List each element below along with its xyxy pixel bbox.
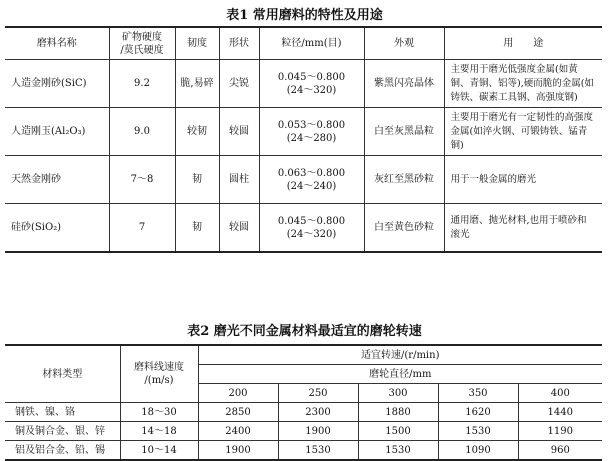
- material-name: 铜及铜合金、银、锌: [5, 422, 120, 441]
- abrasive-name: 人造金刚砂(SiC): [5, 60, 109, 108]
- rpm-value: 1880: [358, 403, 438, 422]
- abrasive-hardness: 7: [109, 204, 175, 253]
- abrasive-hardness: 9.2: [109, 60, 175, 108]
- abrasive-use: 用于一般金属的磨光: [444, 156, 602, 204]
- rpm-value: 1090: [438, 441, 518, 461]
- abrasive-hardness: 7～8: [109, 156, 175, 204]
- table1-header-row: [5, 27, 602, 60]
- abrasives-table: [5, 26, 602, 253]
- abrasive-appearance: 白至黄色砂粒: [364, 204, 444, 253]
- header-grain: 粒径/mm(目): [259, 27, 364, 60]
- abrasive-use: 主要用于磨光低强度金属(如黄铜、青铜、铝等),硬而脆的金属(如铸铁、碳素工具钢、高强度钢): [444, 60, 602, 108]
- header-appearance: 外观: [364, 27, 444, 60]
- header-material: 材料类型: [5, 345, 120, 403]
- table1-title: 表1 常用磨料的特性及用途: [226, 8, 383, 23]
- rpm-value: 960: [518, 441, 602, 461]
- material-name: 钢铁、镍、铬: [5, 403, 120, 422]
- header-use: 用 途: [444, 27, 602, 60]
- diameter-value: 350: [438, 384, 518, 403]
- table2-title: 表2 磨光不同金属材料最适宜的磨轮转速: [187, 324, 422, 339]
- table-row: [5, 60, 602, 108]
- rpm-value: 1440: [518, 403, 602, 422]
- abrasive-use: 主要用于磨光有一定韧性的高强度金属(如淬火钢、可锻铸铁、锰青铜): [444, 108, 602, 156]
- grain-mesh: (24～320): [286, 84, 337, 96]
- rpm-value: 2300: [278, 403, 358, 422]
- abrasive-appearance: 紫黑闪亮晶体: [364, 60, 444, 108]
- rpm-value: 2400: [198, 422, 278, 441]
- rpm-value: 1500: [358, 422, 438, 441]
- rpm-value: 1620: [438, 403, 518, 422]
- diameter-value: 400: [518, 384, 602, 403]
- header-toughness: 韧度: [175, 27, 219, 60]
- table-row: [5, 156, 602, 204]
- abrasive-hardness: 9.0: [109, 108, 175, 156]
- abrasive-appearance: 灰红至黑砂粒: [364, 156, 444, 204]
- line-speed: 18～30: [120, 403, 198, 422]
- grain-mesh: (24～320): [286, 228, 337, 240]
- abrasive-shape: 较圆: [219, 108, 259, 156]
- header-hardness-line2: /莫氏硬度: [120, 44, 164, 56]
- header-hardness: [109, 27, 175, 60]
- abrasive-toughness: 脆,易碎: [175, 60, 219, 108]
- header-speed: [120, 345, 198, 403]
- table2-header-row: [5, 345, 602, 365]
- abrasive-appearance: 白至灰黑晶粒: [364, 108, 444, 156]
- rpm-value: 1530: [438, 422, 518, 441]
- line-speed: 10～14: [120, 441, 198, 461]
- diameter-value: 250: [278, 384, 358, 403]
- rpm-value: 2850: [198, 403, 278, 422]
- header-rpm: 适宜转速/(r/min): [198, 345, 602, 365]
- rpm-value: 1190: [518, 422, 602, 441]
- table-row: [5, 108, 602, 156]
- table-row: [5, 441, 602, 461]
- rpm-value: 1900: [278, 422, 358, 441]
- grain-mm: 0.045～0.800: [277, 215, 346, 227]
- abrasive-name: 天然金刚砂: [5, 156, 109, 204]
- abrasive-grain: [259, 108, 364, 156]
- abrasive-shape: 较圆: [219, 204, 259, 253]
- abrasive-grain: [259, 204, 364, 253]
- abrasive-toughness: 韧: [175, 204, 219, 253]
- abrasive-toughness: 韧: [175, 156, 219, 204]
- header-speed-line2: /(m/s): [144, 375, 174, 386]
- header-name: 磨料名称: [5, 27, 109, 60]
- rpm-value: 1900: [198, 441, 278, 461]
- wheel-speed-table: [5, 344, 602, 461]
- header-hardness-line1: 矿物硬度: [122, 31, 162, 43]
- abrasive-toughness: 较韧: [175, 108, 219, 156]
- grain-mm: 0.053～0.800: [277, 119, 346, 131]
- diameter-value: 300: [358, 384, 438, 403]
- rpm-value: 1530: [358, 441, 438, 461]
- header-speed-line1: 磨料线速度: [134, 362, 184, 373]
- header-diameter: 磨轮直径/mm: [198, 365, 602, 384]
- diameter-value: 200: [198, 384, 278, 403]
- abrasive-use: 通用磨、抛光材料,也用于喷砂和滚光: [444, 204, 602, 253]
- abrasive-grain: [259, 156, 364, 204]
- abrasive-name: 硅砂(SiO₂): [5, 204, 109, 253]
- rpm-value: 1530: [278, 441, 358, 461]
- abrasive-grain: [259, 60, 364, 108]
- grain-mesh: (24～280): [286, 132, 337, 144]
- abrasive-name: 人造刚玉(Al₂O₃): [5, 108, 109, 156]
- abrasive-shape: 尖锐: [219, 60, 259, 108]
- material-name: 铝及铝合金、铅、锡: [5, 441, 120, 461]
- grain-mesh: (24～240): [286, 180, 337, 192]
- abrasive-shape: 圆柱: [219, 156, 259, 204]
- grain-mm: 0.045～0.800: [277, 71, 346, 83]
- table-row: [5, 204, 602, 253]
- table-row: [5, 422, 602, 441]
- grain-mm: 0.063～0.800: [277, 167, 346, 179]
- line-speed: 14～18: [120, 422, 198, 441]
- header-shape: 形状: [219, 27, 259, 60]
- table-row: [5, 403, 602, 422]
